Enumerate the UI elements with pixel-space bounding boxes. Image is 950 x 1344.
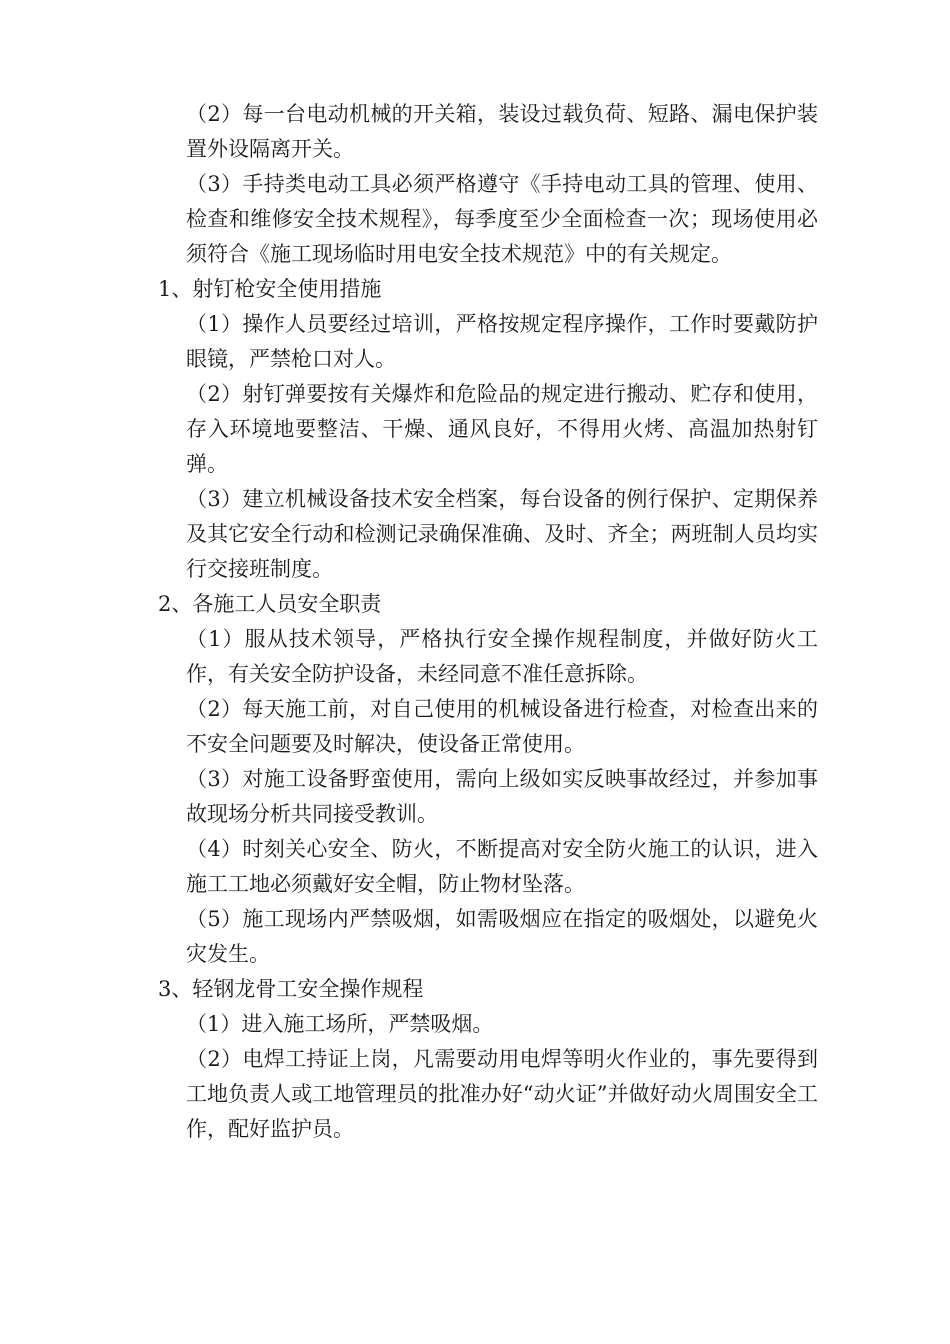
paragraph-item: （1）服从技术领导，严格执行安全操作规程制度，并做好防火工作，有关安全防护设备，未经同意不准任意拆除。 xyxy=(186,627,818,686)
paragraph-item: （1）操作人员要经过培训，严格按规定程序操作，工作时要戴防护眼镜，严禁枪口对人。 xyxy=(186,312,818,371)
paragraph-item: （3）对施工设备野蛮使用，需向上级如实反映事故经过，并参加事故现场分析共同接受教训。 xyxy=(186,767,818,826)
paragraph-item: （1）进入施工场所，严禁吸烟。 xyxy=(186,1012,494,1036)
paragraph-item: （3）手持类电动工具必须严格遵守《手持电动工具的管理、使用、检查和维修安全技术规程》，每季度至少全面检查一次；现场使用必须符合《施工现场临时用电安全技术规范》中的有关规定。 xyxy=(186,172,818,266)
document-body xyxy=(158,97,818,1147)
section-heading: 2、各施工人员安全职责 xyxy=(158,592,382,616)
paragraph-item: （2）射钉弹要按有关爆炸和危险品的规定进行搬动、贮存和使用，存入环境地要整洁、干燥、通风良好，不得用火烤、高温加热射钉弹。 xyxy=(186,382,818,476)
paragraph-item: （5）施工现场内严禁吸烟，如需吸烟应在指定的吸烟处，以避免火灾发生。 xyxy=(186,907,818,966)
section-heading: 1、射钉枪安全使用措施 xyxy=(158,277,382,301)
paragraph-item: （4）时刻关心安全、防火，不断提高对安全防火施工的认识，进入施工工地必须戴好安全帽，防止物材坠落。 xyxy=(186,837,818,896)
paragraph-item: （2）每一台电动机械的开关箱，装设过载负荷、短路、漏电保护装置外设隔离开关。 xyxy=(186,102,818,161)
section-heading: 3、轻钢龙骨工安全操作规程 xyxy=(158,977,424,1001)
paragraph-item: （2）电焊工持证上岗，凡需要动用电焊等明火作业的，事先要得到工地负责人或工地管理员的批准办好“动火证”并做好动火周围安全工作，配好监护员。 xyxy=(186,1047,818,1141)
paragraph-item: （2）每天施工前，对自己使用的机械设备进行检查，对检查出来的不安全问题要及时解决，使设备正常使用。 xyxy=(186,697,818,756)
paragraph-item: （3）建立机械设备技术安全档案，每台设备的例行保护、定期保养及其它安全行动和检测记录确保准确、及时、齐全；两班制人员均实行交接班制度。 xyxy=(186,487,818,581)
